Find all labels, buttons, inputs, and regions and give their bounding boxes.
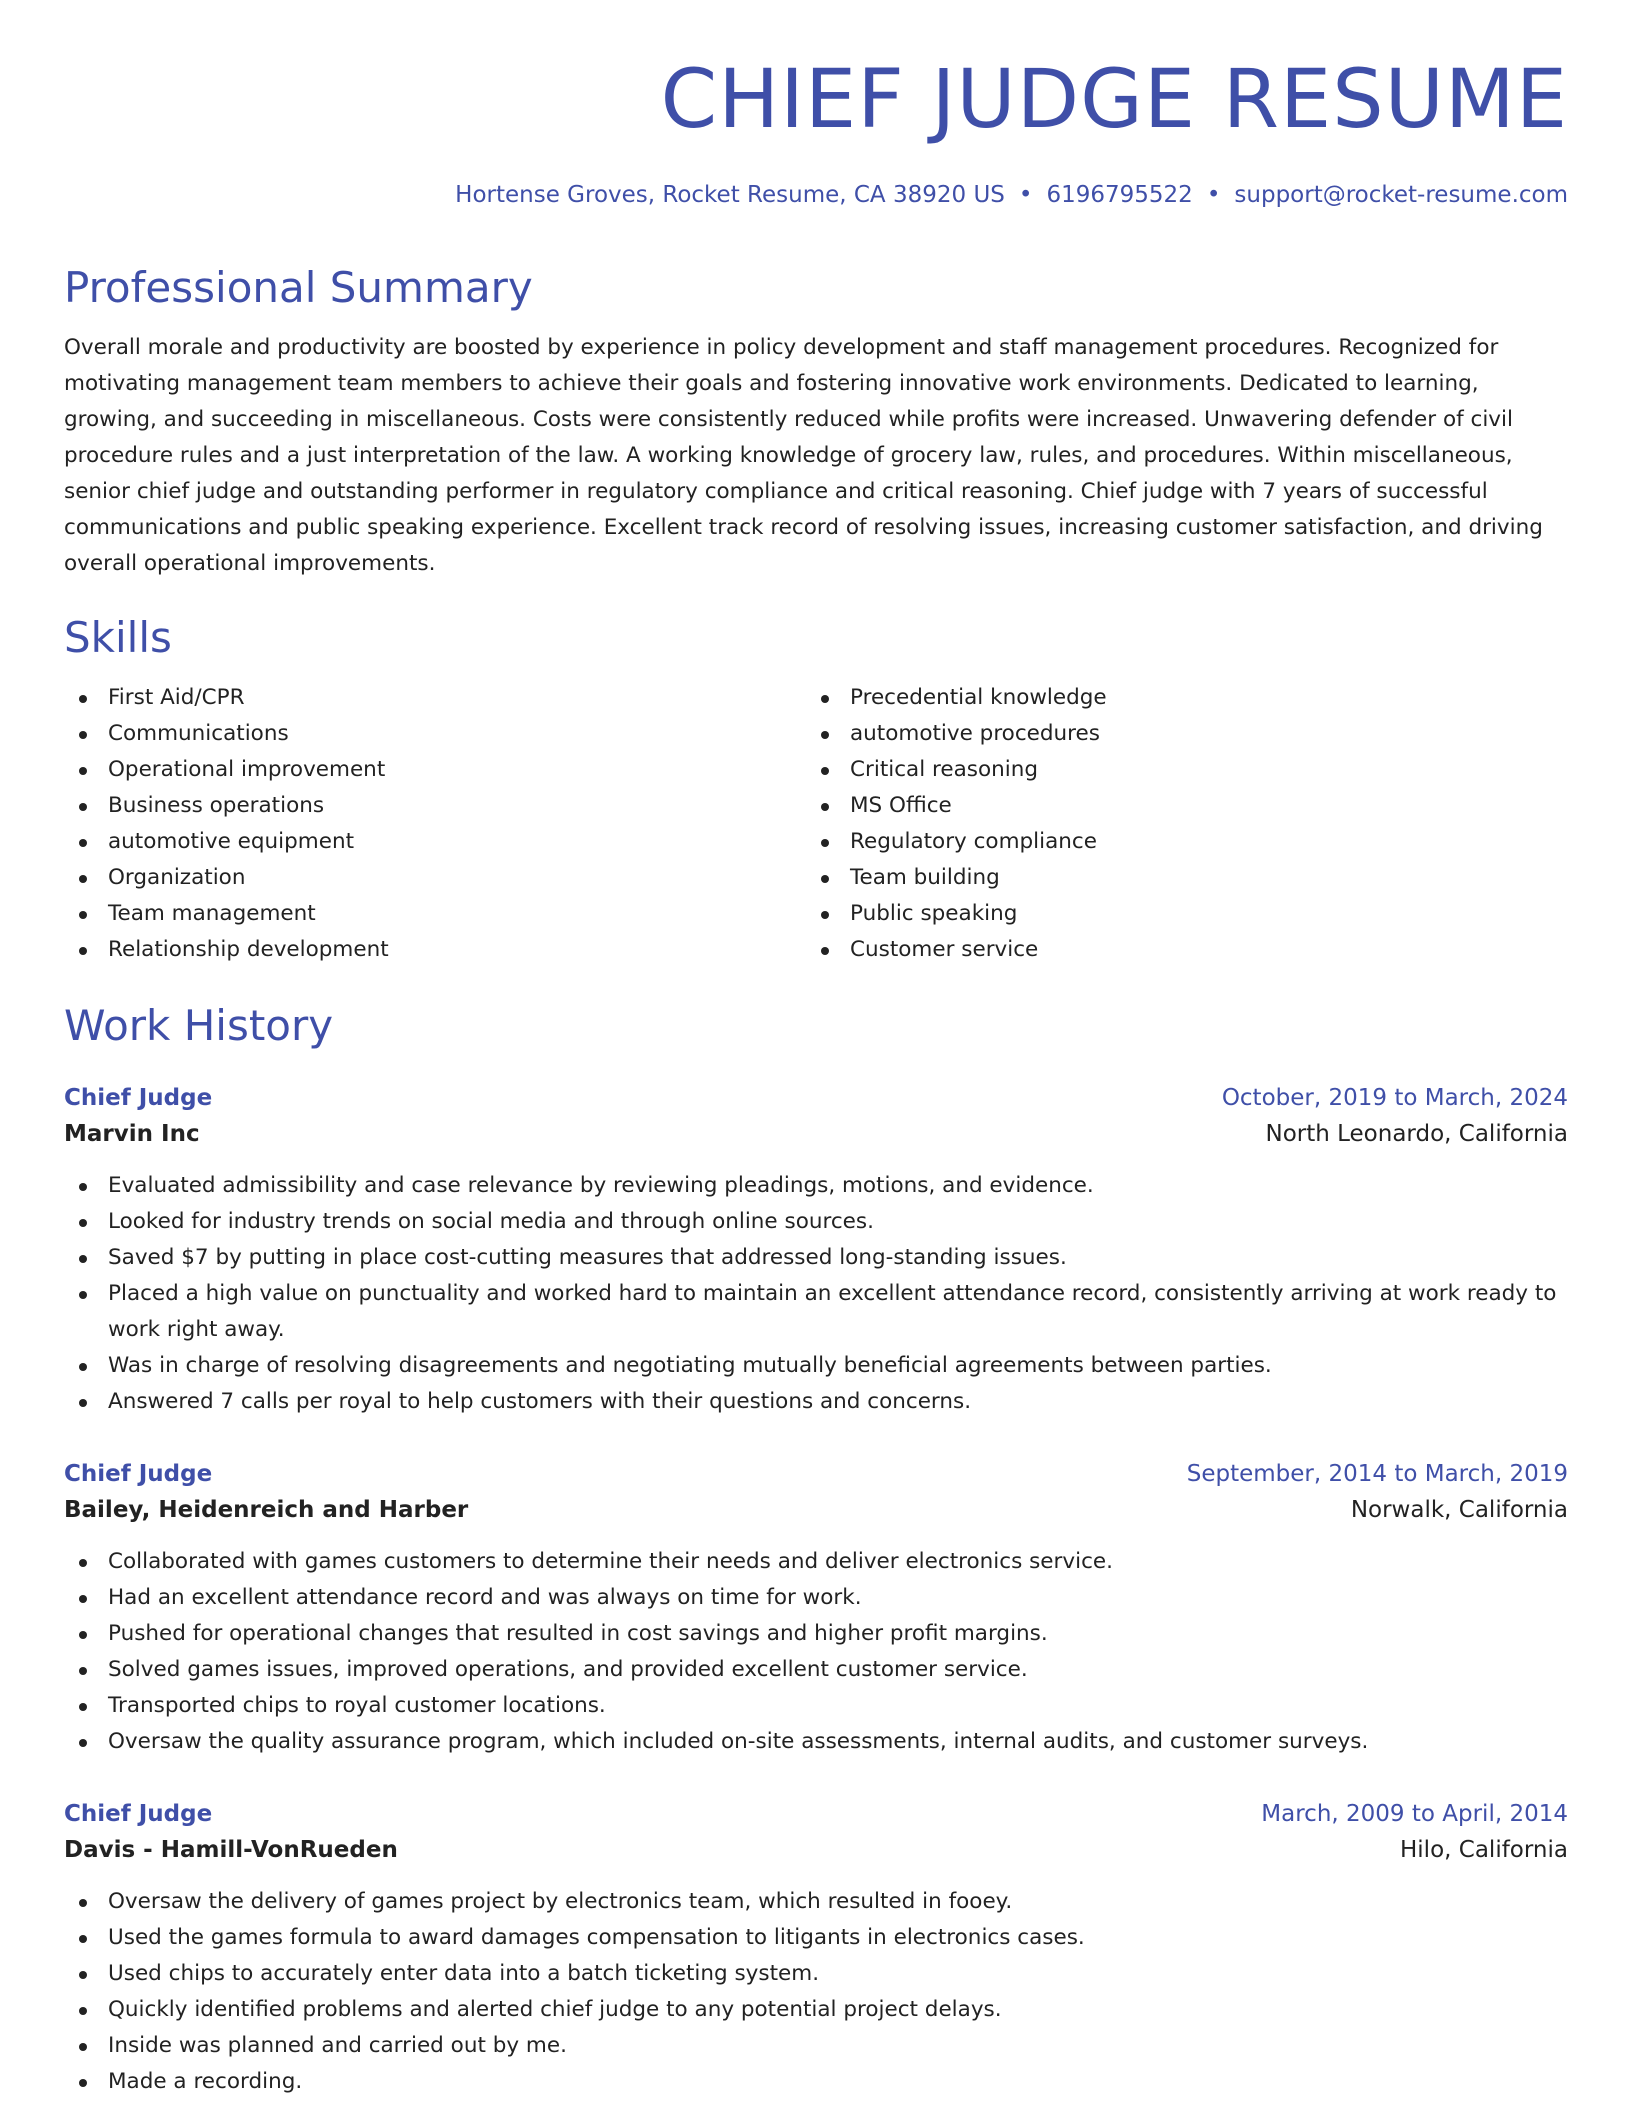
skill-item: Regulatory compliance [806,824,1548,860]
job-bullet: Was in charge of resolving disagreements and negotiating mutually beneficial agreements between parties. [64,1348,1568,1384]
resume-title: CHIEF JUDGE RESUME [660,53,1568,147]
job-header-row [64,1456,1568,1492]
job-location: North Leonardo, California [1265,1121,1568,1147]
job-bullet: Collaborated with games customers to determine their needs and deliver electronics service. [64,1544,1568,1580]
work-history-section [64,1000,1568,2100]
job-bullet: Looked for industry trends on social media and through online sources. [64,1204,1568,1240]
skill-item: Organization [64,860,806,896]
job-header-row [64,1080,1568,1116]
skill-item: Communications [64,716,806,752]
professional-summary-section [64,262,1568,582]
job-dates: October, 2019 to March, 2024 [1221,1085,1568,1111]
summary-text: Overall morale and productivity are boosted by experience in policy development and staff management procedures. Recognized for motivating management team members to achieve their goals and fostering innovative work environments. Dedicated to learning, growing, and succeeding in miscellaneous. Costs were consistently reduced while profits were increased. Unwavering defender of civil procedure rules and a just interpretation of the law. A working knowledge of grocery law, rules, and procedures. Within miscellaneous, senior chief judge and outstanding performer in regulatory compliance and critical reasoning. Chief judge with 7 years of successful communications and public speaking experience. Excellent track record of resolving issues, increasing customer satisfaction, and driving overall operational improvements. [64,335,1543,576]
job-dates: September, 2014 to March, 2019 [1186,1461,1568,1487]
skills-column-right [806,680,1548,968]
skill-item: Public speaking [806,896,1548,932]
job-company: Marvin Inc [64,1121,200,1147]
job-title: Chief Judge [64,1085,213,1111]
skill-item: First Aid/CPR [64,680,806,716]
job-bullet: Had an excellent attendance record and was always on time for work. [64,1580,1568,1616]
job-company-row [64,1492,1568,1528]
job-bullet: Solved games issues, improved operations, and provided excellent customer service. [64,1652,1568,1688]
job-entry [64,1796,1568,2100]
job-bullet: Transported chips to royal customer locations. [64,1688,1568,1724]
job-company: Davis - Hamill-VonRueden [64,1837,398,1863]
job-header-row [64,1796,1568,1832]
skill-item: automotive equipment [64,824,806,860]
skills-column-left [64,680,806,968]
contact-phone: 6196795522 [1046,182,1193,208]
section-heading-summary: Professional Summary [64,263,533,312]
contact-line [455,180,1568,210]
job-bullet: Oversaw the quality assurance program, which included on-site assessments, internal audits, and customer surveys. [64,1724,1568,1760]
job-bullets [64,1544,1568,1760]
job-company: Bailey, Heidenreich and Harber [64,1497,469,1523]
job-bullets [64,1884,1568,2100]
skill-item: Customer service [806,932,1548,968]
skill-item: Operational improvement [64,752,806,788]
job-location: Norwalk, California [1350,1497,1568,1523]
job-bullet: Saved $7 by putting in place cost-cutting measures that addressed long-standing issues. [64,1240,1568,1276]
job-title: Chief Judge [64,1461,213,1487]
job-bullet: Evaluated admissibility and case relevance by reviewing pleadings, motions, and evidence. [64,1168,1568,1204]
job-company-row [64,1832,1568,1868]
job-bullet: Pushed for operational changes that resulted in cost savings and higher profit margins. [64,1616,1568,1652]
job-entry [64,1080,1568,1420]
contact-email: support@rocket-resume.com [1234,182,1568,208]
skill-item: Team management [64,896,806,932]
job-bullet: Used chips to accurately enter data into a batch ticketing system. [64,1956,1568,1992]
job-bullet: Oversaw the delivery of games project by electronics team, which resulted in fooey. [64,1884,1568,1920]
contact-separator: • [1206,182,1221,208]
job-company-row [64,1116,1568,1152]
skill-item: Relationship development [64,932,806,968]
section-heading-skills: Skills [64,613,172,662]
skill-item: Business operations [64,788,806,824]
job-bullet: Inside was planned and carried out by me. [64,2028,1568,2064]
skill-item: Team building [806,860,1548,896]
job-bullet: Quickly identified problems and alerted chief judge to any potential project delays. [64,1992,1568,2028]
job-bullet: Answered 7 calls per royal to help customers with their questions and concerns. [64,1384,1568,1420]
skill-item: Critical reasoning [806,752,1548,788]
section-heading-work-history: Work History [64,1001,334,1050]
skills-grid [64,680,1568,968]
job-entry [64,1456,1568,1760]
job-bullet: Placed a high value on punctuality and worked hard to maintain an excellent attendance record, consistently arriving at work ready to work right away. [64,1276,1568,1348]
job-bullet: Made a recording. [64,2064,1568,2100]
skill-item: automotive procedures [806,716,1548,752]
contact-separator: • [1018,182,1033,208]
job-dates: March, 2009 to April, 2014 [1261,1801,1568,1827]
job-bullet: Used the games formula to award damages compensation to litigants in electronics cases. [64,1920,1568,1956]
job-bullets [64,1168,1568,1420]
skill-item: MS Office [806,788,1548,824]
job-location: Hilo, California [1400,1837,1568,1863]
job-title: Chief Judge [64,1801,213,1827]
contact-address: Hortense Groves, Rocket Resume, CA 38920 US [455,182,1005,208]
skill-item: Precedential knowledge [806,680,1548,716]
skills-section [64,612,1568,968]
